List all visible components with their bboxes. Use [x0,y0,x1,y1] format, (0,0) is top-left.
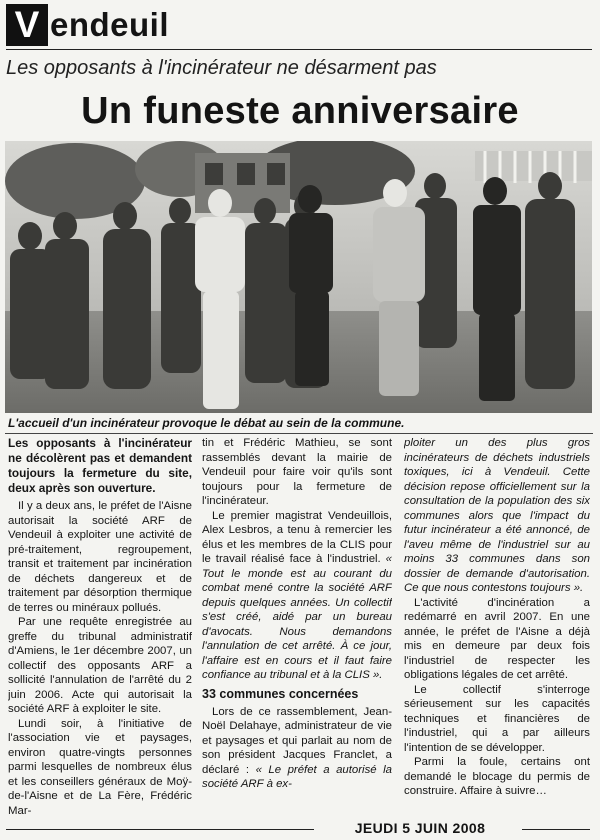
body-paragraph: tin et Frédéric Mathieu, se sont rassemblés devant la mairie de Vendeuil pour faire voir qu'ils sont toujours pour la fermeture de l'incinérateur. [202,437,392,507]
photo-caption: L'accueil d'un incinérateur provoque le débat au sein de la commune. [8,416,405,430]
section-subheading: 33 communes concernées [202,686,359,701]
footer-divider-left [6,829,314,830]
kicker-initial-box: V [6,4,48,46]
article-lead: Les opposants à l'incinérateur ne décolèrent pas et demandent toujours la fermeture du site, deux après son ouverture. [8,436,192,495]
body-paragraph: L'activité d'incinération a redémarré en avril 2007. En une année, le préfet de l'Aisne a déjà mis en demeure par deux fois l'industriel de respecter les obligations légales de cet arrêté. [404,596,590,681]
article-column-1 [8,436,192,816]
body-paragraph [404,436,590,596]
body-paragraph: Lundi soir, à l'initiative de l'association vie et paysages, environ quatre-vingts personnes parmi lesquelles de nombreux élus et les conseillers généraux de Moÿ-de-l'Aisne et de La Fère, Frédéric Mar- [8,717,192,816]
body-paragraph [202,705,392,792]
body-text: Le premier magistrat Vendeuillois, Alex Lesbros, a tenu à remercier les élus et les membres de la CLIS pour le travail réalisé face à l'industriel. [202,509,392,565]
article-subtitle: Les opposants à l'incinérateur ne désarment pas [6,57,437,79]
quote-text: « Le préfet a autorisé la société ARF à ex- [202,763,392,790]
body-paragraph: Il y a deux ans, le préfet de l'Aisne autorisait la société ARF de Vendeuil à exploiter une activité de pré-traitement, regroupement, transit et traitement par incinération de déchets dangereux et de traitement par désorption thermique de terres ou minéraux pollués. [8,500,192,614]
header-divider [6,49,592,50]
publication-date: JEUDI 5 JUIN 2008 [320,818,520,838]
article-photo [5,141,592,413]
body-paragraph [202,509,392,683]
body-paragraph: Le collectif s'interroge sérieusement sur les capacités techniques et financières de l'industriel, qui a par ailleurs l'intention de se développer. [404,683,590,754]
body-text: Lors de ce rassemblement, Jean-Noël Delahaye, administrateur de vie et paysages et qui parlait au nom de son président Jacques Franclet, a déclaré : [202,705,392,776]
article-column-2 [202,436,392,816]
body-paragraph: Parmi la foule, certains ont demandé le blocage du permis de construire. Affaire à suivre… [404,756,590,797]
caption-divider [5,433,593,434]
article-headline: Un funeste anniversaire [81,90,519,132]
article-column-3 [404,436,590,816]
section-kicker [6,4,169,46]
kicker-town-name: endeuil [50,6,170,43]
footer-divider-right [522,829,590,830]
crowd-photo-image [5,141,592,413]
body-paragraph: Par une requête enregistrée au greffe du tribunal administratif d'Amiens, le 1er décembre 2007, un collectif des opposants ARF a sollicité l'annulation de l'arrêté du 2 juin 2006. Acte qui autorisait la société ARF à exploiter le site. [8,616,192,715]
quote-text: ploiter un des plus gros incinérateurs de déchets industriels toxiques, ici à Vendeuil. Cette décision repose officiellement sur la consultation de la population des six communes alors que l'impact du futur incinérateur a été annoncé, de l'aveu même de l'industriel sur au moins 33 communes dans son dossier de demande d'autorisation. Ce que nous contestons toujours ». [404,437,590,594]
quote-text: « Tout le monde est au courant du combat mené contre la société ARF depuis quelques années. Un collectif s'est créé, aidé par un bureau d'avocats. Nous demandons l'annulation de cet arrêté. À ce jour, l'affaire est en cours et il faut faire confiance au tribunal et à la CLIS ». [202,553,392,681]
